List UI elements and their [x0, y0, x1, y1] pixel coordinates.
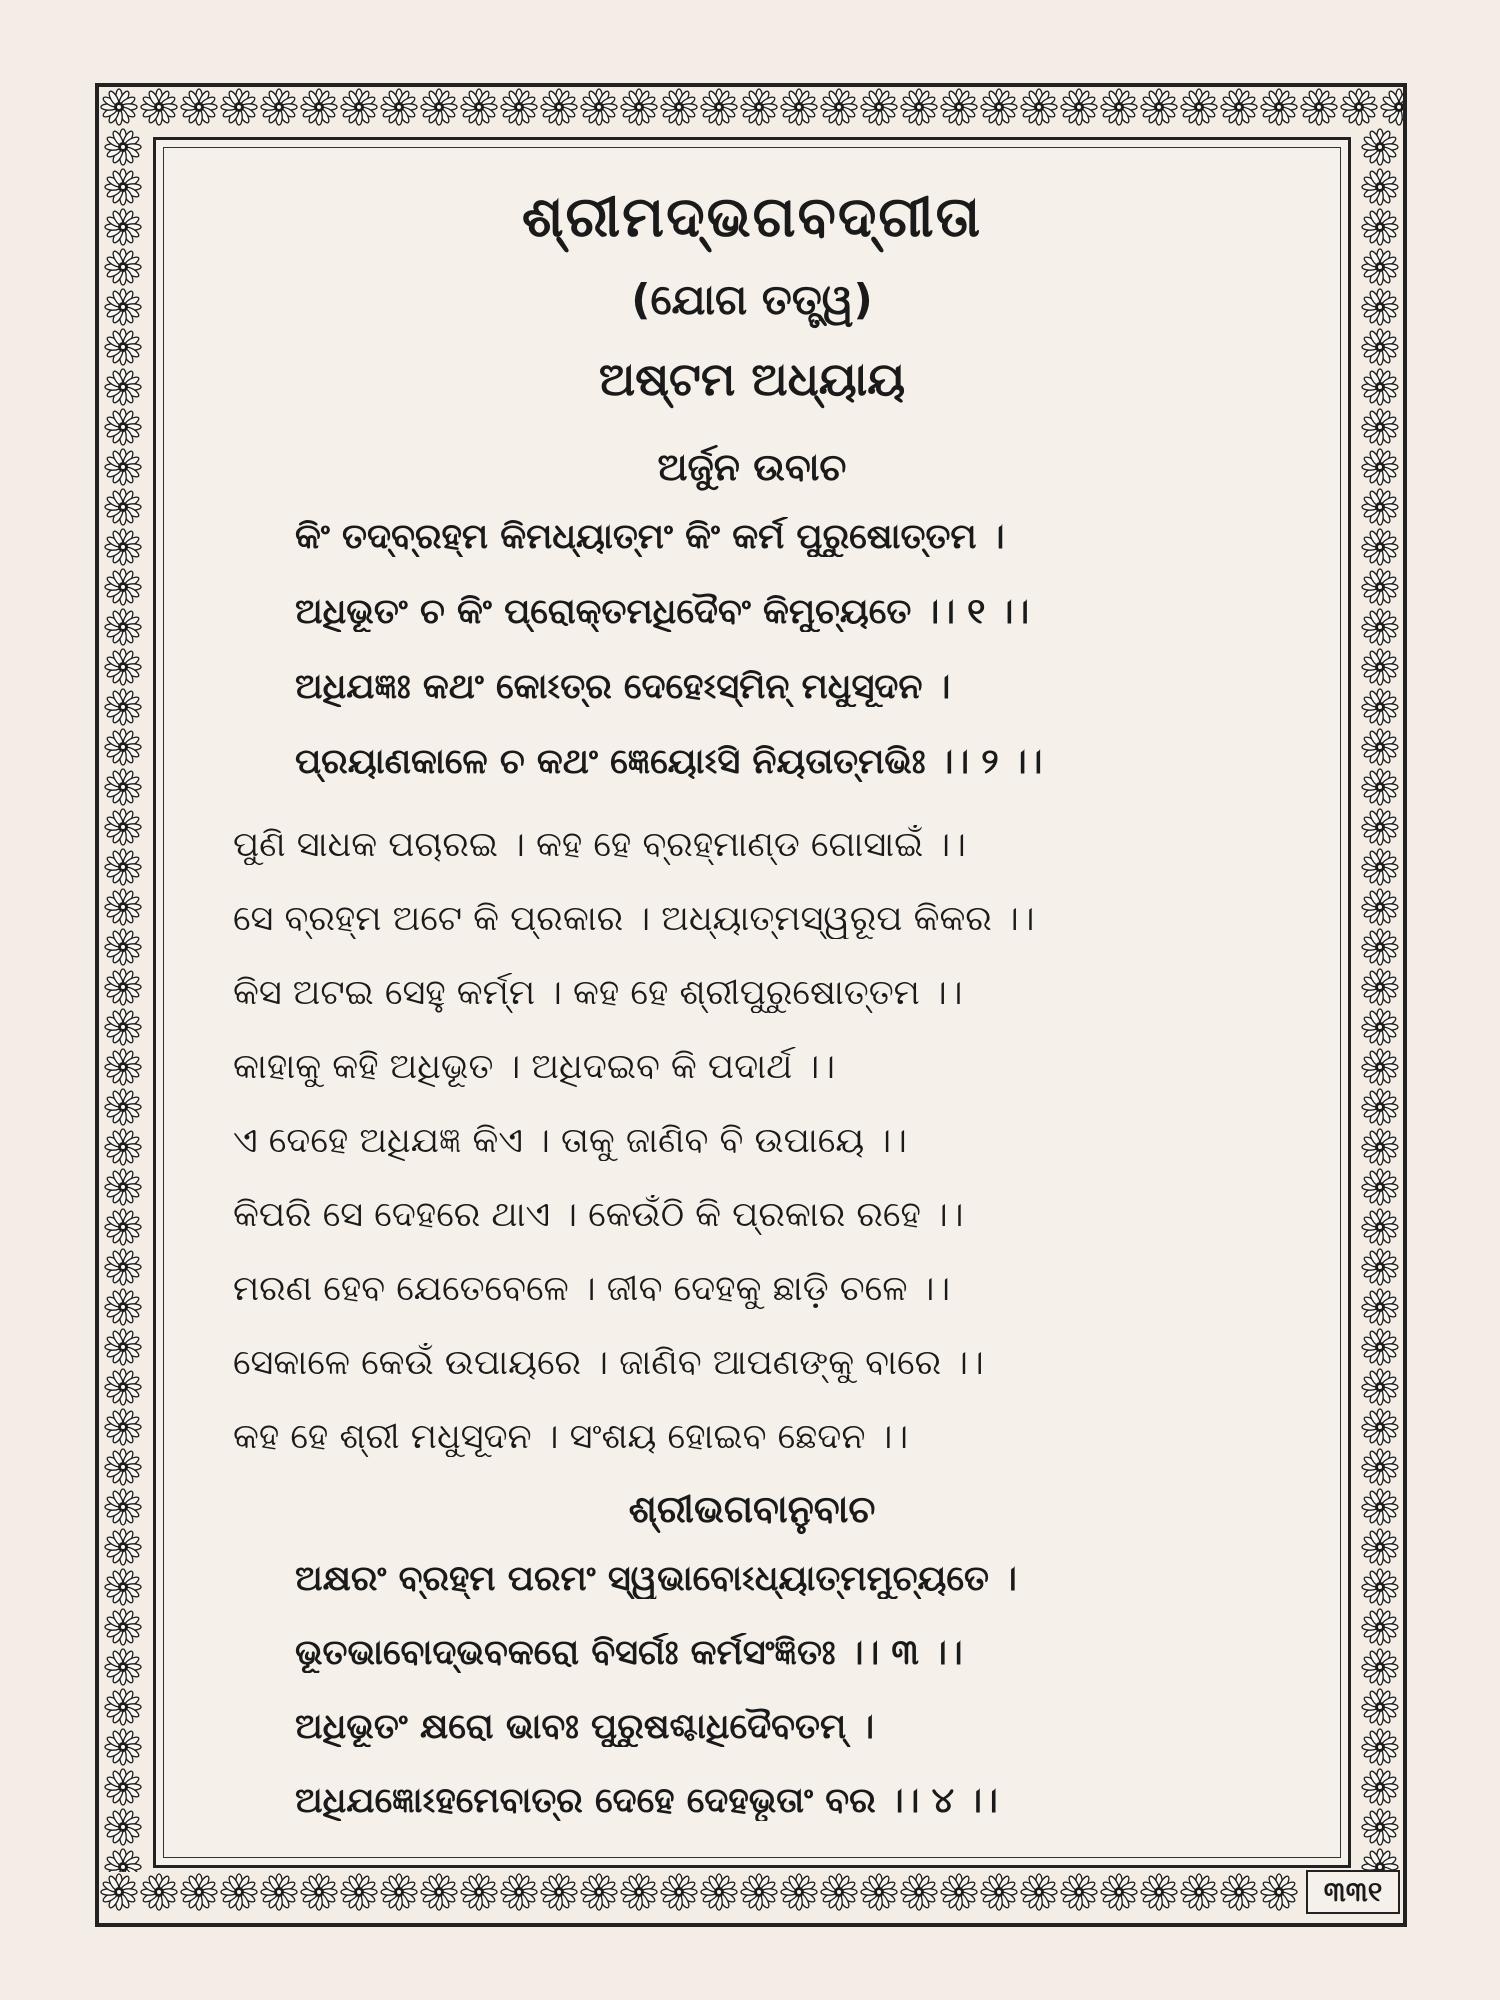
flower-ornament-icon [379, 87, 419, 127]
flower-ornament-icon [299, 87, 339, 127]
flower-ornament-icon [1360, 367, 1400, 407]
flower-ornament-icon [1360, 407, 1400, 447]
flower-ornament-icon [1360, 1727, 1400, 1767]
flower-ornament-icon [1360, 1007, 1400, 1047]
flower-ornament-icon [779, 1872, 819, 1912]
flower-ornament-icon [103, 1807, 143, 1847]
flower-ornament-icon [859, 87, 899, 127]
flower-ornament-icon [1360, 1407, 1400, 1447]
flower-ornament-icon [1360, 767, 1400, 807]
poem-line: କହ ହେ ଶ୍ରୀ ମଧୁସୂଦନ । ସଂଶୟ ହୋଇବ ଛେଦନ ।। [233, 1417, 909, 1457]
flower-ornament-icon [1360, 327, 1400, 367]
flower-ornament-icon [103, 127, 143, 167]
flower-ornament-icon [1360, 1247, 1400, 1287]
flower-ornament-icon [103, 1487, 143, 1527]
flower-ornament-icon [1360, 287, 1400, 327]
flower-ornament-icon [1379, 87, 1403, 127]
flower-ornament-icon [1219, 1872, 1259, 1912]
flower-ornament-icon [1139, 1872, 1179, 1912]
verse-line: ଅଧିଯଜ୍ଞଃ କଥଂ କୋଽତ୍ର ଦେହେଽସ୍ମିନ୍ ମଧୁସୂଦନ । [295, 667, 951, 707]
poem-line: ସେକାଳେ କେଉଁ ଉପାୟରେ । ଜାଣିବ ଆପଣଙ୍କୁ ବାରେ ।। [233, 1343, 984, 1383]
flower-ornament-icon [1360, 1327, 1400, 1367]
flower-ornament-icon [1360, 807, 1400, 847]
flower-ornament-icon [459, 87, 499, 127]
flower-ornament-icon [1360, 727, 1400, 767]
verse-line: ଭୂତଭାବୋଦ୍ଭବକରୋ ବିସର୍ଗଃ କର୍ମସଂଜ୍ଞିତଃ ।। ୩ ।। [295, 1633, 963, 1673]
flower-ornament-icon [103, 847, 143, 887]
flower-ornament-icon [1179, 87, 1219, 127]
flower-ornament-icon [1360, 1127, 1400, 1167]
flower-ornament-icon [459, 1872, 499, 1912]
flower-ornament-icon [419, 1872, 459, 1912]
flower-ornament-icon [819, 87, 859, 127]
flower-ornament-icon [103, 1687, 143, 1727]
flower-ornament-icon [1360, 1607, 1400, 1647]
flower-ornament-icon [1360, 1047, 1400, 1087]
flower-ornament-icon [939, 87, 979, 127]
flower-ornament-icon [179, 1872, 219, 1912]
flower-ornament-icon [1360, 127, 1400, 167]
chapter-heading: ଅଷ୍ଟମ ଅଧ୍ୟାୟ [598, 352, 906, 406]
page-title: ଶ୍ରୀମଦ୍ଭଗବଦ୍‌ଗୀତା [521, 185, 983, 250]
flower-ornament-icon [103, 727, 143, 767]
flower-ornament-icon [699, 87, 739, 127]
flower-ornament-icon [1360, 1087, 1400, 1127]
flower-ornament-icon [1360, 1487, 1400, 1527]
flower-ornament-icon [1059, 1872, 1099, 1912]
flower-ornament-icon [103, 207, 143, 247]
flower-ornament-icon [779, 87, 819, 127]
flower-ornament-icon [1019, 1872, 1059, 1912]
flower-ornament-icon [1360, 1687, 1400, 1727]
flower-ornament-icon [659, 87, 699, 127]
verse-line: ଅଧିଭୂତଂ କ୍ଷରୋ ଭାବଃ ପୁରୁଷଶ୍ଚାଧିଦୈବତମ୍ । [295, 1707, 875, 1747]
flower-ornament-icon [103, 1727, 143, 1767]
flower-ornament-icon [1360, 1527, 1400, 1567]
flower-ornament-icon [1360, 1647, 1400, 1687]
poem-line: ପୁଣି ସାଧକ ପଚାରଇ । କହ ହେ ବ୍ରହ୍ମାଣ୍ଡ ଗୋସାଇଁ ।। [233, 825, 966, 865]
flower-ornament-icon [1360, 647, 1400, 687]
flower-ornament-icon [103, 1287, 143, 1327]
flower-ornament-icon [1360, 247, 1400, 287]
flower-ornament-icon [103, 1407, 143, 1447]
flower-ornament-icon [103, 407, 143, 447]
flower-ornament-icon [1360, 487, 1400, 527]
flower-ornament-icon [1360, 847, 1400, 887]
flower-ornament-icon [103, 287, 143, 327]
flower-ornament-icon [103, 1167, 143, 1207]
flower-ornament-icon [499, 1872, 539, 1912]
flower-ornament-icon [1299, 87, 1339, 127]
flower-ornament-icon [1179, 1872, 1219, 1912]
flower-ornament-icon [699, 1872, 739, 1912]
flower-ornament-icon [103, 1567, 143, 1607]
verse-line: ପ୍ରୟାଣକାଳେ ଚ କଥଂ ଜ୍ଞେୟୋଽସି ନିୟତାତ୍ମଭିଃ ।। ୨ ।। [295, 742, 1043, 782]
flower-ornament-icon [103, 687, 143, 727]
flower-ornament-icon [103, 1847, 143, 1872]
flower-ornament-icon [939, 1872, 979, 1912]
flower-ornament-icon [103, 1367, 143, 1407]
flower-ornament-icon [1360, 967, 1400, 1007]
poem-line: ମରଣ ହେବ ଯେତେବେଳେ । ଜୀବ ଦେହକୁ ଛାଡ଼ି ଚଳେ ।। [233, 1269, 951, 1309]
flower-ornament-icon [1360, 1367, 1400, 1407]
flower-ornament-icon [899, 87, 939, 127]
flower-ornament-icon [103, 1447, 143, 1487]
flower-ornament-icon [539, 87, 579, 127]
flower-ornament-icon [1259, 87, 1299, 127]
flower-ornament-icon [103, 1207, 143, 1247]
flower-ornament-icon [103, 447, 143, 487]
flower-ornament-icon [1339, 87, 1379, 127]
flower-ornament-icon [1099, 1872, 1139, 1912]
flower-ornament-icon [1360, 447, 1400, 487]
flower-ornament-icon [1360, 1847, 1400, 1872]
flower-ornament-icon [103, 1527, 143, 1567]
flower-ornament-icon [339, 87, 379, 127]
flower-ornament-icon [1360, 687, 1400, 727]
flower-ornament-icon [539, 1872, 579, 1912]
text-block [163, 147, 1341, 1858]
flower-ornament-icon [179, 87, 219, 127]
flower-border-right [1360, 127, 1400, 1872]
flower-ornament-icon [1360, 167, 1400, 207]
flower-ornament-icon [739, 87, 779, 127]
speaker-heading: ଶ୍ରୀଭଗବାନୁବାଚ [628, 1487, 876, 1531]
flower-ornament-icon [99, 1872, 139, 1912]
flower-ornament-icon [1360, 1567, 1400, 1607]
flower-ornament-icon [103, 1007, 143, 1047]
flower-ornament-icon [1360, 887, 1400, 927]
flower-ornament-icon [1019, 87, 1059, 127]
verse-line: ଅଧିଭୂତଂ ଚ କିଂ ପ୍ରୋକ୍ତମଧିଦୈବଂ କିମୁଚ୍ୟତେ ।। ୧ ।। [295, 592, 1030, 632]
flower-ornament-icon [103, 167, 143, 207]
flower-ornament-icon [1360, 567, 1400, 607]
flower-ornament-icon [103, 1767, 143, 1807]
poem-line: ସେ ବ୍ରହ୍ମ ଅଟେ କି ପ୍ରକାର । ଅଧ୍ୟାତ୍ମସ୍ୱରୂପ କିକର ।। [233, 899, 1035, 939]
flower-ornament-icon [299, 1872, 339, 1912]
flower-border-left [103, 127, 143, 1872]
poem-line: କାହାକୁ କହି ଅଧିଭୂତ । ଅଧିଦଇବ କି ପଦାର୍ଥ ।। [233, 1047, 835, 1087]
flower-ornament-icon [379, 1872, 419, 1912]
flower-ornament-icon [1360, 607, 1400, 647]
flower-ornament-icon [979, 1872, 1019, 1912]
flower-ornament-icon [103, 567, 143, 607]
speaker-heading: ଅର୍ଜୁନ ଉବାଚ [657, 445, 847, 489]
flower-ornament-icon [103, 247, 143, 287]
flower-ornament-icon [103, 1047, 143, 1087]
flower-ornament-icon [1059, 87, 1099, 127]
flower-ornament-icon [139, 1872, 179, 1912]
flower-ornament-icon [1360, 1287, 1400, 1327]
poem-line: ଏ ଦେହେ ଅଧିଯଜ୍ଞ କିଏ । ତାକୁ ଜାଣିବ ବି ଉପାୟେ ।। [233, 1121, 907, 1161]
flower-ornament-icon [899, 1872, 939, 1912]
flower-ornament-icon [419, 87, 459, 127]
flower-ornament-icon [103, 327, 143, 367]
flower-ornament-icon [103, 607, 143, 647]
flower-ornament-icon [1360, 1447, 1400, 1487]
flower-ornament-icon [1360, 927, 1400, 967]
flower-ornament-icon [103, 1327, 143, 1367]
flower-ornament-icon [859, 1872, 899, 1912]
flower-ornament-icon [339, 1872, 379, 1912]
flower-ornament-icon [103, 807, 143, 847]
flower-ornament-icon [579, 1872, 619, 1912]
flower-ornament-icon [259, 1872, 299, 1912]
flower-ornament-icon [103, 1647, 143, 1687]
verse-line: ଅକ୍ଷରଂ ବ୍ରହ୍ମ ପରମଂ ସ୍ୱଭାବୋଽଧ୍ୟାତ୍ମମୁଚ୍ୟତେ । [295, 1559, 1017, 1599]
flower-ornament-icon [1360, 1207, 1400, 1247]
poem-line: କିପରି ସେ ଦେହରେ ଥାଏ । କେଉଁଠି କି ପ୍ରକାର ରହେ ।। [233, 1195, 964, 1235]
flower-ornament-icon [219, 87, 259, 127]
flower-ornament-icon [659, 1872, 699, 1912]
flower-ornament-icon [103, 647, 143, 687]
poem-line: କିସ ଅଟଇ ସେହୁ କର୍ମ୍ମ । କହ ହେ ଶ୍ରୀପୁରୁଷୋତ୍ତମ ।। [233, 973, 963, 1013]
verse-line: ଅଧିଯଜ୍ଞୋଽହମେବାତ୍ର ଦେହେ ଦେହଭୃତାଂ ବର ।। ୪ ।। [295, 1781, 998, 1821]
page-number: ୩୩୧ [1306, 1870, 1400, 1914]
flower-ornament-icon [579, 87, 619, 127]
flower-ornament-icon [1099, 87, 1139, 127]
flower-ornament-icon [103, 927, 143, 967]
flower-ornament-icon [103, 1247, 143, 1287]
flower-ornament-icon [1139, 87, 1179, 127]
flower-ornament-icon [103, 487, 143, 527]
flower-ornament-icon [99, 87, 139, 127]
flower-border-bottom [99, 1872, 1299, 1912]
flower-ornament-icon [103, 1127, 143, 1167]
flower-ornament-icon [1360, 527, 1400, 567]
flower-ornament-icon [1360, 1807, 1400, 1847]
flower-ornament-icon [103, 1607, 143, 1647]
flower-ornament-icon [819, 1872, 859, 1912]
flower-ornament-icon [103, 527, 143, 567]
flower-ornament-icon [499, 87, 539, 127]
flower-ornament-icon [103, 1087, 143, 1127]
flower-ornament-icon [1360, 207, 1400, 247]
flower-ornament-icon [1360, 1167, 1400, 1207]
flower-ornament-icon [259, 87, 299, 127]
flower-ornament-icon [979, 87, 1019, 127]
flower-ornament-icon [219, 1872, 259, 1912]
flower-ornament-icon [103, 967, 143, 1007]
flower-ornament-icon [619, 87, 659, 127]
flower-ornament-icon [103, 367, 143, 407]
subtitle: (ଯୋଗ ତତ୍ତ୍ୱ) [631, 275, 873, 324]
flower-ornament-icon [739, 1872, 779, 1912]
flower-ornament-icon [139, 87, 179, 127]
flower-ornament-icon [619, 1872, 659, 1912]
flower-ornament-icon [1259, 1872, 1299, 1912]
verse-line: କିଂ ତଦ୍‌ବ୍ରହ୍ମ କିମଧ୍ୟାତ୍ମଂ କିଂ କର୍ମ ପୁରୁଷୋତ୍ତମ । [295, 517, 1005, 557]
flower-border-top [99, 87, 1403, 127]
flower-ornament-icon [103, 887, 143, 927]
flower-ornament-icon [1360, 1767, 1400, 1807]
flower-ornament-icon [103, 767, 143, 807]
flower-ornament-icon [1219, 87, 1259, 127]
